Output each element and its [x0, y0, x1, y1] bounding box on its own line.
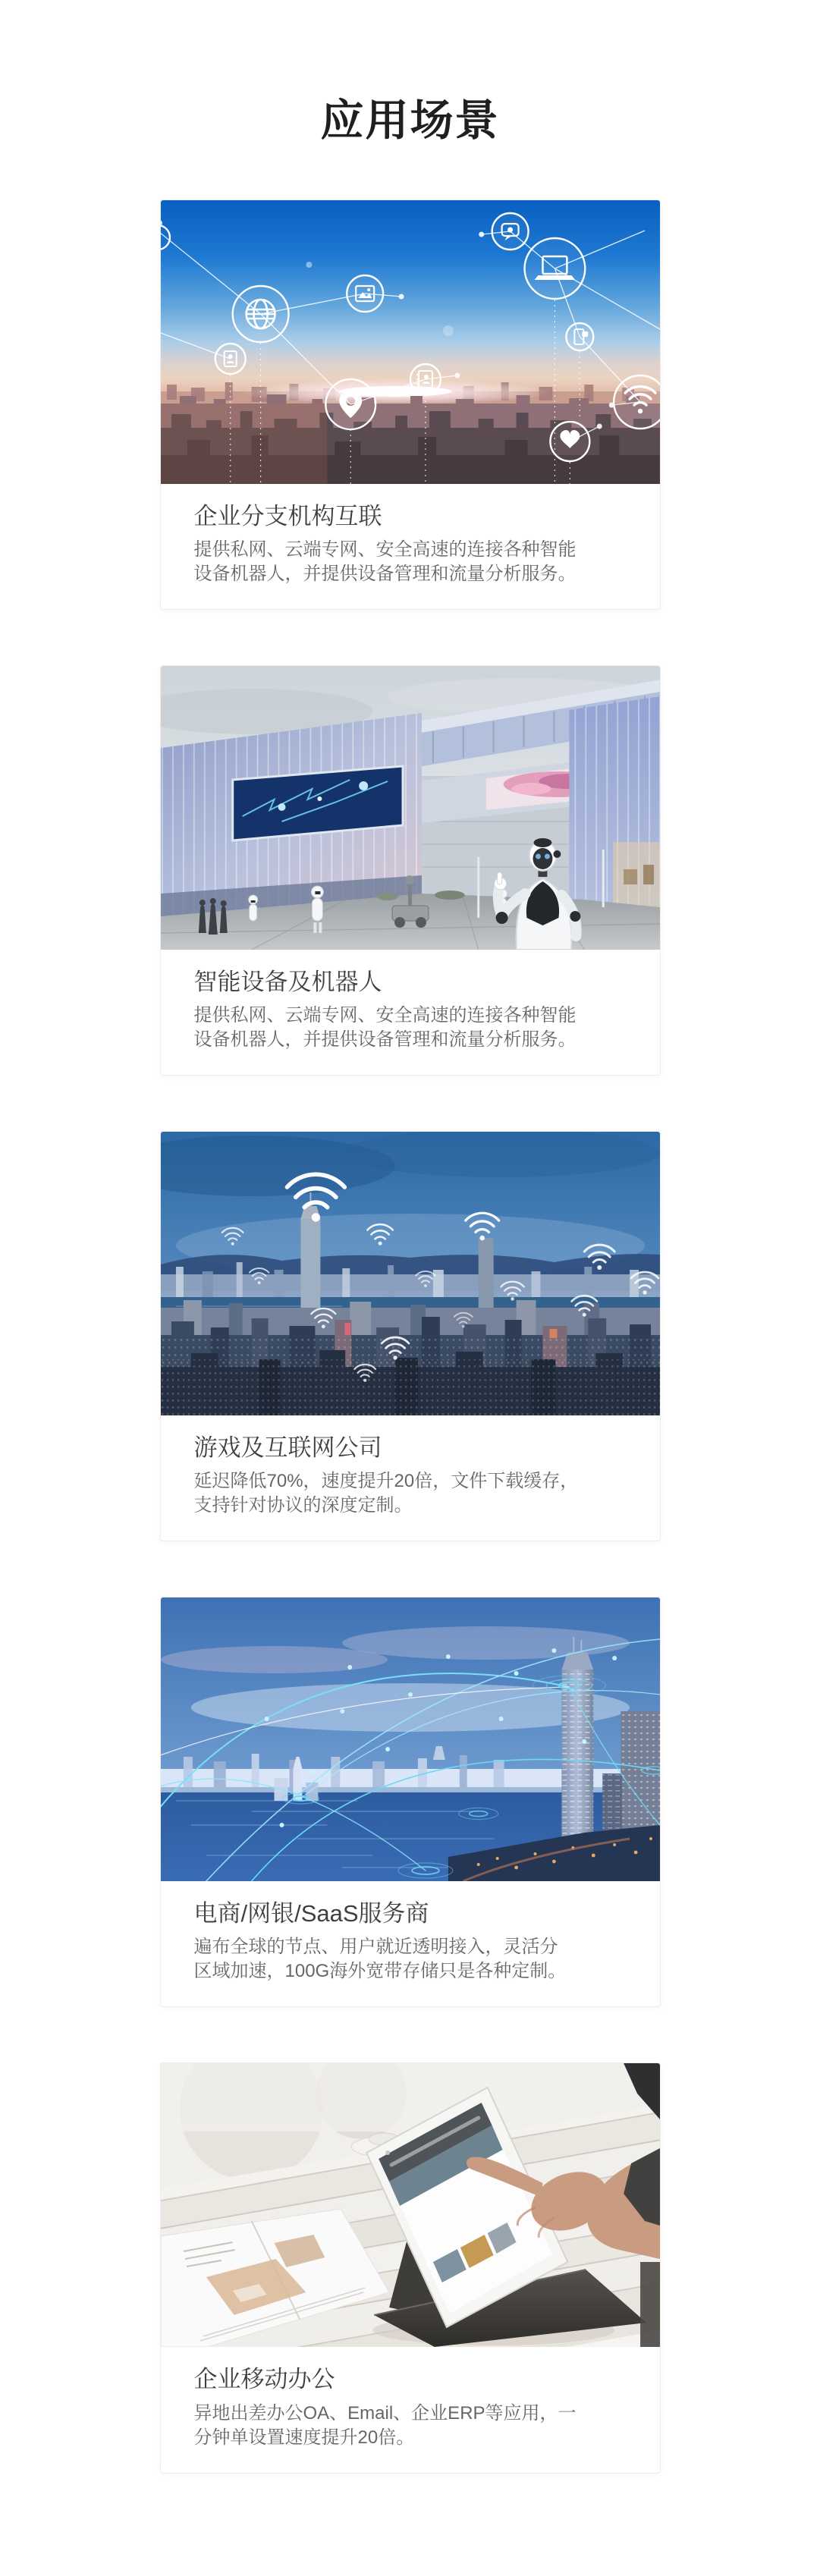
card-image-tablet-office [161, 2063, 660, 2347]
scenario-card-smart-devices [160, 665, 661, 1076]
card-description: 提供私网、云端专网、安全高速的连接各种智能 设备机器人，并提供设备管理和流量分析服务。 [193, 1005, 577, 1051]
skyline-wifi-illustration [161, 1132, 660, 1415]
robots-building-illustration [161, 666, 660, 950]
application-scenarios-section [0, 97, 820, 2564]
card-title: 电商/网银/SaaS服务商 [193, 1900, 429, 1927]
card-image-city-iot [161, 200, 660, 484]
scenario-card-gaming-internet [160, 1131, 661, 1541]
city-iot-illustration [161, 200, 660, 484]
card-title: 企业分支机构互联 [193, 502, 382, 529]
card-title: 游戏及互联网公司 [193, 1434, 382, 1462]
card-description: 异地出差办公OA、Email、企业ERP等应用，一 分钟单设置速度提升20倍。 [193, 2402, 577, 2448]
scenario-card-ecommerce-saas [160, 1597, 661, 2007]
card-image-skyline-wifi [161, 1132, 660, 1415]
card-image-robots-building [161, 666, 660, 950]
card-description: 遍布全球的节点、用户就近透明接入，灵活分 区域加速，100G海外宽带存储只是各种定制。 [193, 1937, 567, 1982]
scenario-card-enterprise-branch [160, 199, 661, 610]
global-network-illustration [161, 1597, 660, 1881]
card-title: 智能设备及机器人 [193, 968, 382, 995]
card-description: 延迟降低70%，速度提升20倍，文件下载缓存， 支持针对协议的深度定制。 [193, 1471, 579, 1516]
scenario-card-mobile-office [160, 2062, 661, 2473]
people-silhouettes [198, 898, 227, 935]
card-description: 提供私网、云端专网、安全高速的连接各种智能 设备机器人，并提供设备管理和流量分析服务。 [193, 539, 577, 584]
card-image-global-network [161, 1597, 660, 1881]
section-title: 应用场景 [320, 96, 500, 145]
tablet-office-illustration [161, 2063, 660, 2347]
card-title: 企业移动办公 [193, 2366, 335, 2393]
